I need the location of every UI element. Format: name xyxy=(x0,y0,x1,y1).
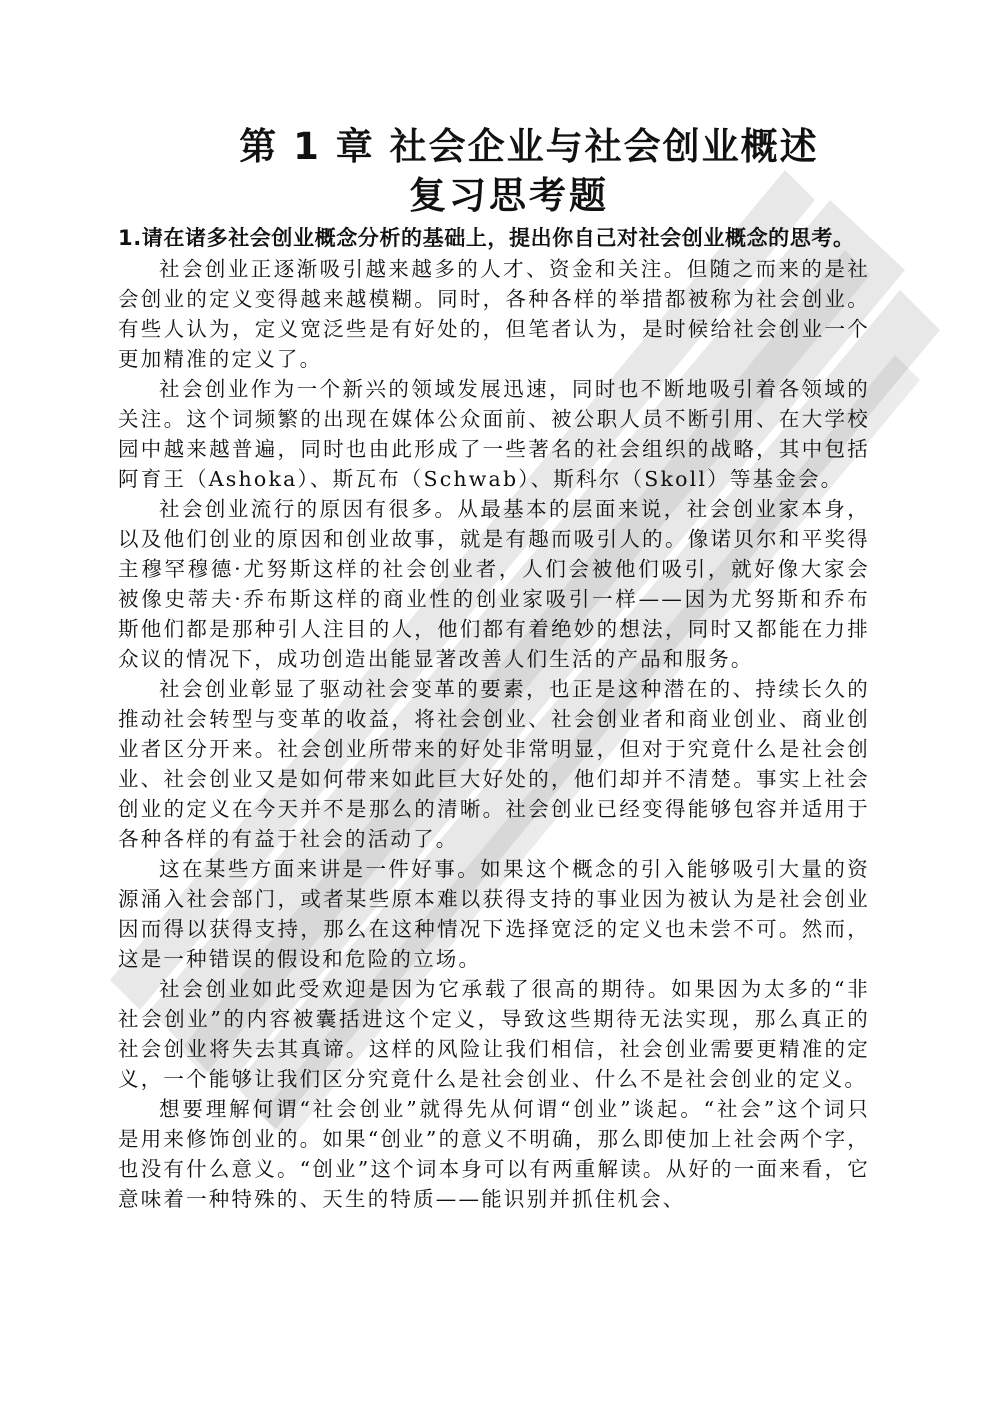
paragraph: 社会创业流行的原因有很多。从最基本的层面来说，社会创业家本身，以及他们创业的原因和创业故事，就是有趣而吸引人的。像诺贝尔和平奖得主穆罕穆德·尤努斯这样的社会创业者，人们会被他们吸引，就好像大家会被像史蒂夫·乔布斯这样的商业性的创业家吸引一样——因为尤努斯和乔布斯他们都是那种引人注目的人，他们都有着绝妙的想法，同时又都能在力排众议的情况下，成功创造出能显著改善人们生活的产品和服务。 xyxy=(118,497,870,671)
main-content xyxy=(118,122,870,1214)
question-heading: 1.请在诸多社会创业概念分析的基础上，提出你自己对社会创业概念的思考。 xyxy=(118,226,855,250)
paragraph: 这在某些方面来讲是一件好事。如果这个概念的引入能够吸引大量的资源涌入社会部门，或者某些原本难以获得支持的事业因为被认为是社会创业因而得以获得支持，那么在这种情况下选择宽泛的定义也未尝不可。然而，这是一种错误的假设和危险的立场。 xyxy=(118,857,870,971)
paragraph: 社会创业彰显了驱动社会变革的要素，也正是这种潜在的、持续长久的推动社会转型与变革的收益，将社会创业、社会创业者和商业创业、商业创业者区分开来。社会创业所带来的好处非常明显，但对于究竟什么是社会创业、社会创业又是如何带来如此巨大好处的，他们却并不清楚。事实上社会创业的定义在今天并不是那么的清晰。社会创业已经变得能够包容并适用于各种各样的有益于社会的活动了。 xyxy=(118,677,870,851)
paragraph: 想要理解何谓“社会创业”就得先从何谓“创业”谈起。“社会”这个词只是用来修饰创业的。如果“创业”的意义不明确，那么即使加上社会两个字，也没有什么意义。“创业”这个词本身可以有两重解读。从好的一面来看，它意味着一种特殊的、天生的特质——能识别并抓住机会、 xyxy=(118,1097,870,1211)
section-title: 复习思考题 xyxy=(409,174,609,217)
paragraph: 社会创业作为一个新兴的领域发展迅速，同时也不断地吸引着各领域的关注。这个词频繁的出现在媒体公众面前、被公职人员不断引用、在大学校园中越来越普遍，同时也由此形成了一些著名的社会组织的战略，其中包括阿育王（Ashoka）、斯瓦布（Schwab）、斯科尔（Skoll）等基金会。 xyxy=(118,377,870,491)
paragraph: 社会创业如此受欢迎是因为它承载了很高的期待。如果因为太多的“非社会创业”的内容被囊括进这个定义，导致这些期待无法实现，那么真正的社会创业将失去其真谛。这样的风险让我们相信，社会创业需要更精准的定义，一个能够让我们区分究竟什么是社会创业、什么不是社会创业的定义。 xyxy=(118,977,870,1091)
chapter-title: 第 1 章 社会企业与社会创业概述 xyxy=(239,125,819,168)
paragraph: 社会创业正逐渐吸引越来越多的人才、资金和关注。但随之而来的是社会创业的定义变得越来越模糊。同时，各种各样的举措都被称为社会创业。有些人认为，定义宽泛些是有好处的，但笔者认为，是时候给社会创业一个更加精准的定义了。 xyxy=(118,257,870,371)
